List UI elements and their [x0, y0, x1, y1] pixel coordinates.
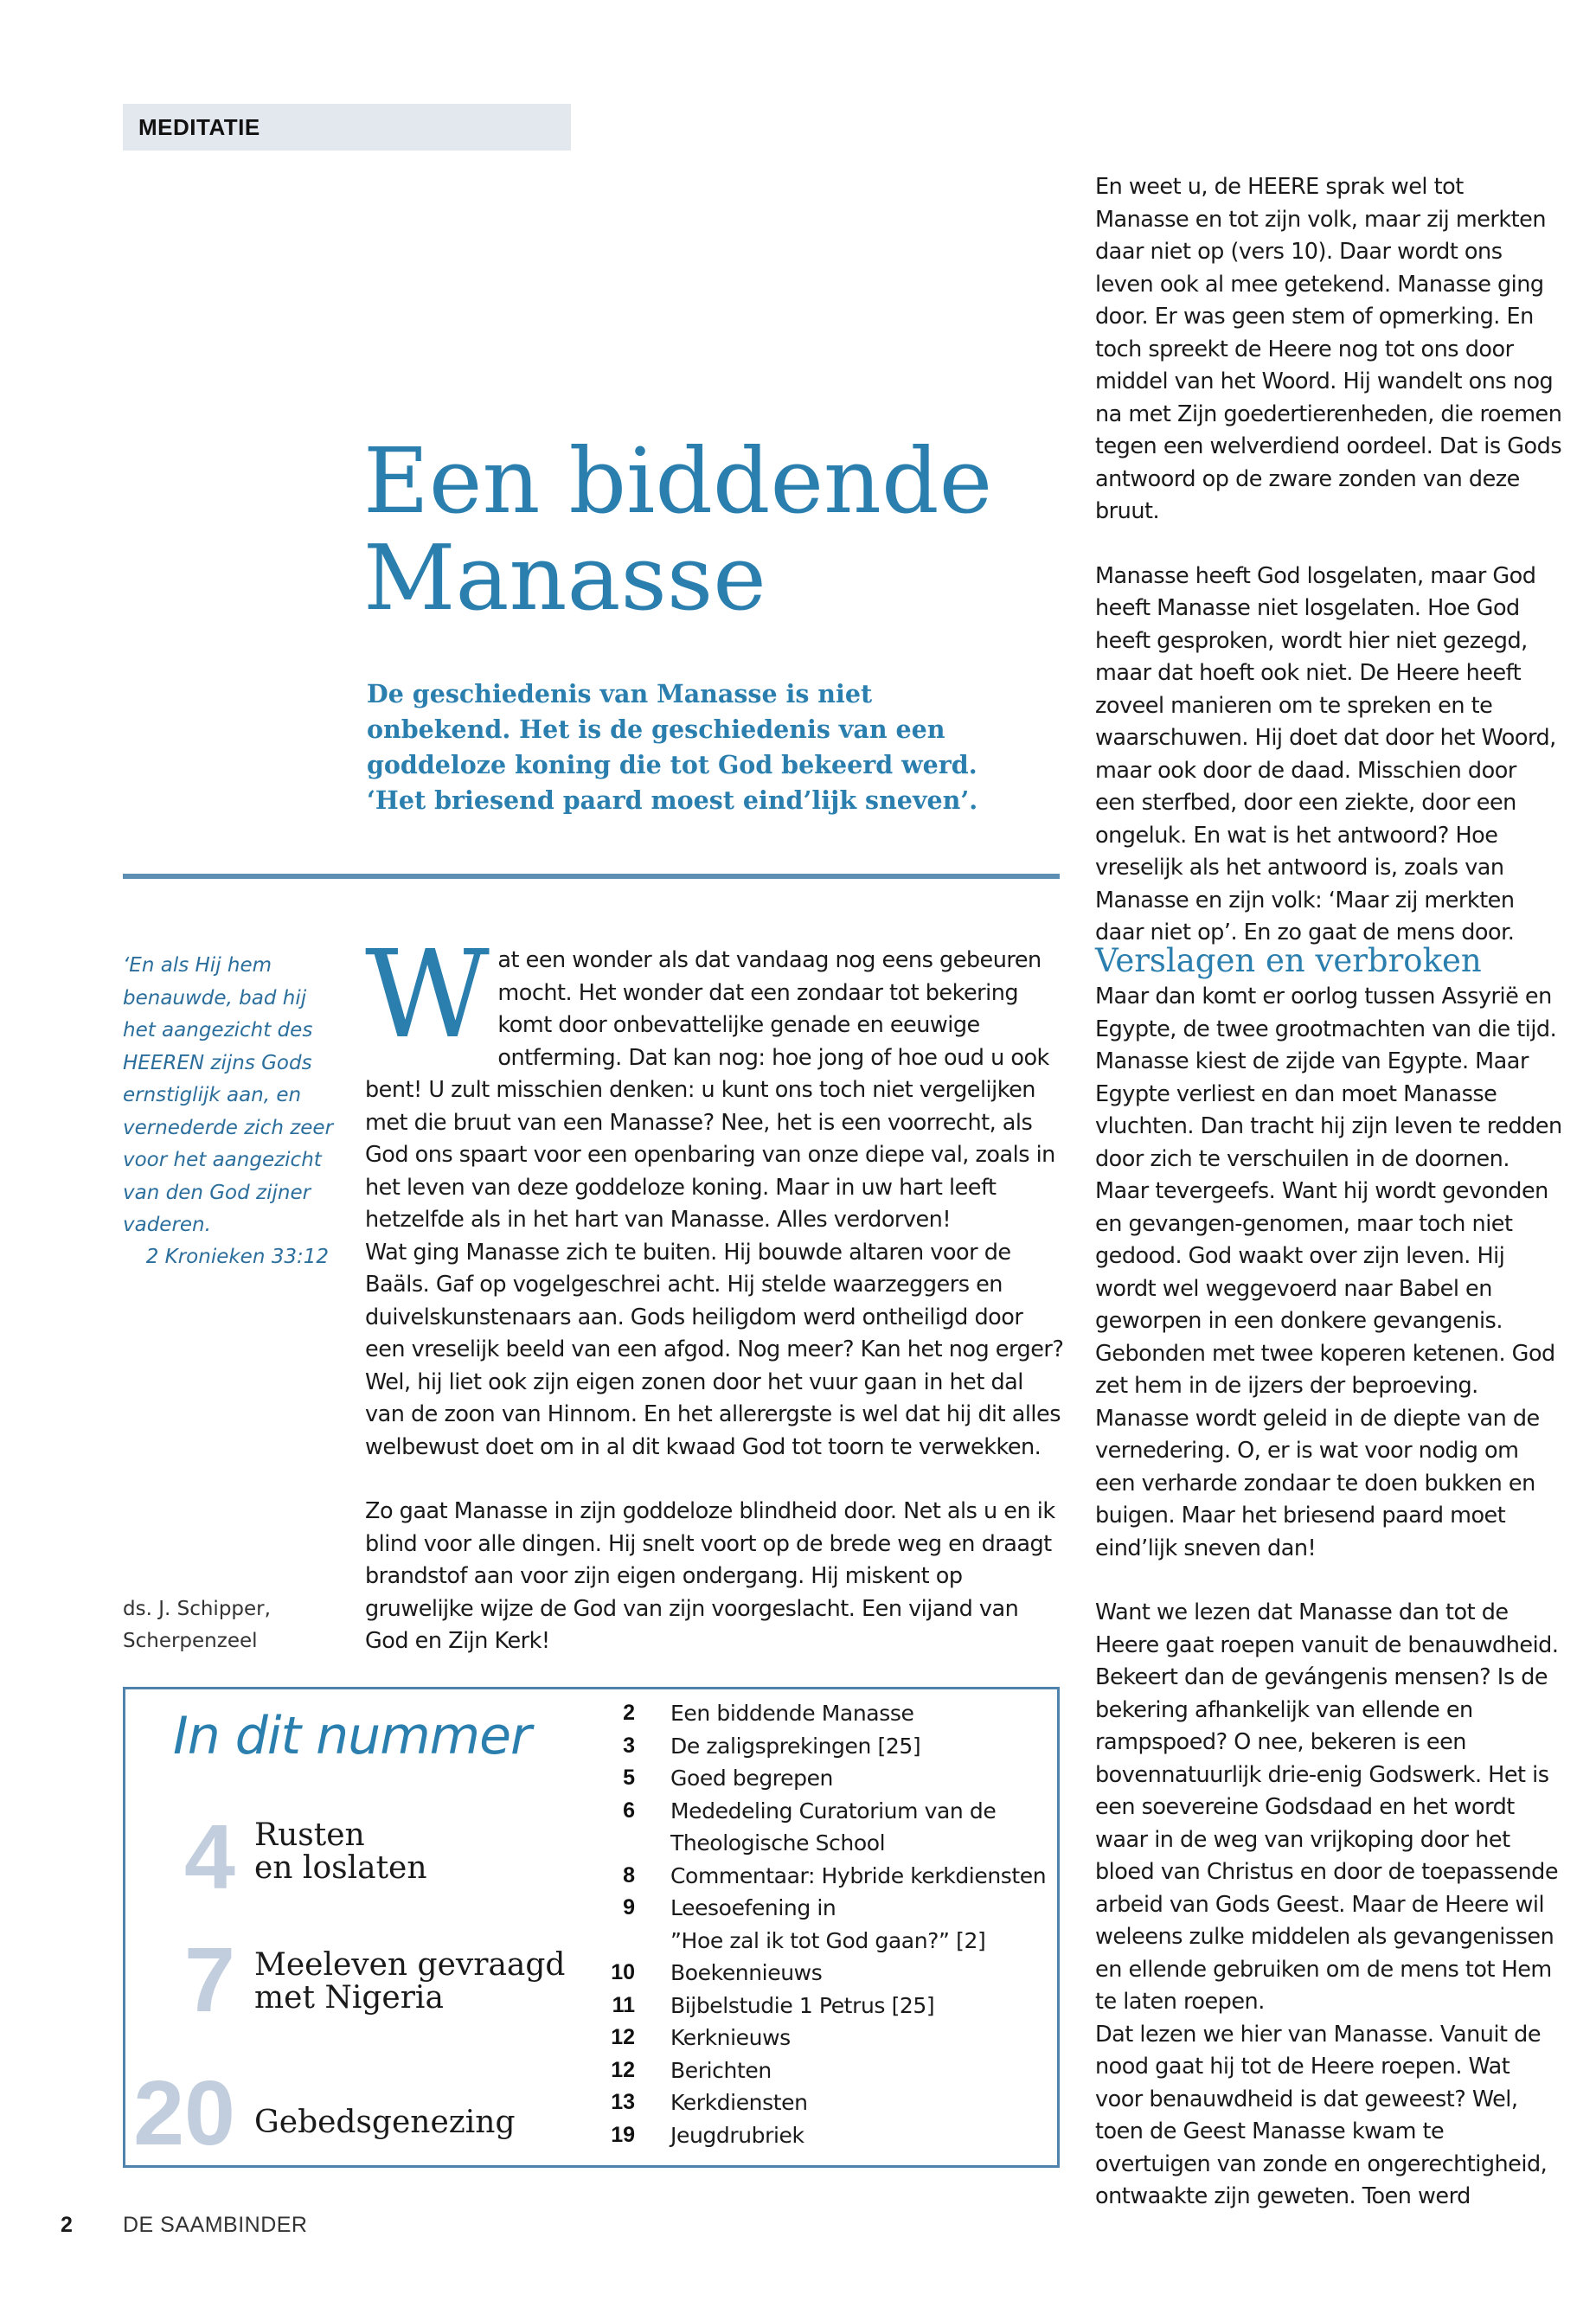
author — [123, 1593, 339, 1657]
feature-title-line-2: en loslaten — [254, 1850, 427, 1886]
toc-title: Goed begrepen — [670, 1766, 833, 1791]
right-column-top — [1095, 171, 1562, 950]
right-column-bottom — [1095, 981, 1562, 2214]
toc-page: 13 — [611, 2090, 635, 2114]
toc-item[interactable] — [588, 1990, 1055, 2022]
toc-item[interactable] — [588, 1860, 1055, 1893]
toc-item[interactable] — [588, 2119, 1055, 2152]
main-column — [365, 925, 1066, 1658]
toc-page: 12 — [611, 2057, 635, 2082]
toc-title: Jeugdrubriek — [670, 2122, 804, 2148]
title-line-2: Manasse — [363, 525, 766, 631]
toc-title: Leesoefening in — [670, 1895, 836, 1920]
author-name: ds. J. Schipper, — [123, 1598, 271, 1620]
right-paragraph-5: Dat lezen we hier van Manasse. Vanuit de nood gaat hij tot de Heere roepen. Wat voor benauwdheid is dat geweest? Wel, toen de Geest Manasse kwam te overtuigen van zonde en ongerechtigheid, ontwaakte zijn geweten. Toen werd — [1095, 2021, 1548, 2209]
toc-title: Berichten — [670, 2057, 772, 2083]
toc-page: 19 — [611, 2122, 635, 2147]
toc-title: Bijbelstudie 1 Petrus [25] — [670, 1992, 935, 2018]
toc-item[interactable] — [588, 2086, 1055, 2119]
feature-title[interactable] — [254, 2106, 515, 2139]
feature-title[interactable] — [254, 1949, 565, 2015]
toc-item[interactable] — [588, 2054, 1055, 2087]
paragraph-1-text: at een wonder als dat vandaag nog eens gebeuren mocht. Het wonder dat een zondaar tot bekering komt door onbevattelijke genade en eeuwige ontferming. Dat kan nog: hoe jong of hoe oud u ook bent! U zult misschien denken: u kunt ons toch niet vergelijken met die bruut van een Manasse? Nee, het is een voorrecht, als God ons spaart voor een openbaring van onze diepe val, zoals in het leven van deze goddeloze koning. Maar in uw hart leeft hetzelfde als in het hart van Manasse. Alles verdorven! — [365, 947, 1055, 1233]
toc-item[interactable] — [588, 1762, 1055, 1795]
feature-page-number: 4 — [184, 1806, 235, 1908]
paragraph-3: Zo gaat Manasse in zijn goddeloze blindheid door. Net als u en ik blind voor alle dingen. Hij snelt voort op de brede weg en draagt brandstof aan voor zijn eigen ondergang. Hij miskent op gruwelijke wijze de God van zijn voorgeslacht. Een vijand van God en Zijn Kerk! — [365, 1498, 1055, 1654]
bible-quote: ‘En als Hij hem benauwde, bad hij het aangezicht des HEEREN zijns Gods ernstiglijk aan, en vernederde zich zeer voor het aangezicht van den God zijner vaderen. — [123, 954, 334, 1236]
section-label: MEDITATIE — [123, 104, 571, 151]
toc-item[interactable] — [588, 1795, 1055, 1828]
right-paragraph-3: Maar dan komt er oorlog tussen Assyrië en Egypte, de twee grootmachten van die tijd. Manasse kiest de zijde van Egypte. Maar Egypte verliest en dan moet Manasse vluchten. Dan tracht hij zijn leven te redden door zich te verschuilen in de doornen. Maar tevergeefs. Want hij wordt gevonden en gevangen-genomen, maar toch niet gedood. God waakt over zijn leven. Hij wordt wel weggevoerd naar Babel en geworpen in een donkere gevangenis. Gebonden met twee koperen ketenen. God zet hem in de ijzers der beproeving. Manasse wordt geleid in de diepte van de vernedering. O, er is wat voor nodig om een verharde zondaar te doen bukken en buigen. Maar het briesend paard moet eind’lijk sneven dan! — [1095, 984, 1562, 1561]
toc-item[interactable] — [588, 1892, 1055, 1925]
toc-page: 2 — [623, 1701, 635, 1725]
toc-item[interactable] — [588, 1957, 1055, 1990]
title-line-1: Een biddende — [363, 428, 993, 534]
toc-title: De zaligsprekingen [25] — [670, 1733, 921, 1759]
drop-cap: W — [365, 925, 490, 1066]
quote-reference: 2 Kronieken 33:12 — [145, 1246, 329, 1268]
author-place: Scherpenzeel — [123, 1630, 258, 1652]
toc-item[interactable] — [588, 1925, 1055, 1958]
toc-title: ”Hoe zal ik tot God gaan?” [2] — [670, 1927, 986, 1953]
feature-title[interactable] — [254, 1819, 427, 1885]
paragraph-2: Wat ging Manasse zich te buiten. Hij bouwde altaren voor de Baäls. Gaf op vogelgeschrei acht. Hij stelde waarzeggers en duivelskunstenaars aan. Gods heiligdom werd ontheiligd door een vreselijk beeld van een afgod. Nog meer? Kan het nog erger? Wel, hij liet ook zijn eigen zonen door het vuur gaan in het dal van de zoon van Hinnom. En het allerergste is wel dat hij dit alles welbewust doet om in al dit kwaad God tot toorn te verwekken. — [365, 1239, 1064, 1460]
toc-page: 3 — [623, 1733, 635, 1758]
toc-page: 8 — [623, 1862, 635, 1888]
toc-title: Een biddende Manasse — [670, 1701, 914, 1726]
feature-page-number: 7 — [184, 1929, 235, 2031]
toc-item[interactable] — [588, 1827, 1055, 1860]
feature-title-line-1: Meeleven gevraagd — [254, 1947, 566, 1983]
article-title — [363, 428, 1021, 631]
toc-page: 12 — [611, 2025, 635, 2049]
contents-heading: In dit nummer — [173, 1706, 531, 1766]
right-paragraph-2: Manasse heeft God losgelaten, maar God heeft Manasse niet losgelaten. Hoe God heeft gesproken, wordt hier niet gezegd, maar dat hoeft ook niet. De Heere heeft zoveel manieren om te spreken en te waarschuwen. Hij doet dat door het Woord, maar ook door de daad. Misschien door een sterfbed, door een ziekte, door een ongeluk. En wat is het antwoord? Hoe vreselijk als het antwoord is, zoals van Manasse en zijn volk: ‘Maar zij merkten daar niet op’. En zo gaat de mens door. — [1095, 562, 1556, 945]
toc-title: Kerkdiensten — [670, 2090, 808, 2115]
toc-page: 9 — [623, 1895, 635, 1920]
toc-title: Mededeling Curatorium van de — [670, 1798, 997, 1823]
toc-item[interactable] — [588, 1730, 1055, 1763]
toc-page: 11 — [612, 1992, 635, 2017]
right-paragraph-4: Want we lezen dat Manasse dan tot de Heere gaat roepen vanuit de benauwdheid. Bekeert dan de gevángenis mensen? Is de bekering afhankelijk van ellende en rampspoed? O nee, bekeren is een bovennatuurlijk drie-enig Godswerk. Het is een soevereine Godsdaad en het wordt waar in de weg van vrijkoping door het bloed van Christus en door de toepassende arbeid van Gods Geest. Maar de Heere wil weleens zulke middelen als gevangenissen en ellende gebruiken om de mens tot Hem te laten roepen. — [1095, 1599, 1559, 2015]
feature-title-line-2: met Nigeria — [254, 1980, 444, 2016]
subheading: Verslagen en verbroken — [1095, 942, 1482, 979]
publication-name: DE SAAMBINDER — [123, 2213, 308, 2237]
toc-title: Boekennieuws — [670, 1960, 823, 1985]
article-lead: De geschiedenis van Manasse is niet onbekend. Het is de geschiedenis van een goddeloze koning die tot God bekeerd werd. ‘Het briesend paard moest eind’lijk sneven’. — [367, 679, 978, 815]
page-number: 2 — [61, 2213, 73, 2237]
feature-title-line-1: Rusten — [254, 1817, 365, 1853]
toc-page: 6 — [623, 1798, 635, 1823]
right-paragraph-1: En weet u, de HEERE sprak wel tot Manasse en tot zijn volk, maar zij merkten daar niet op (vers 10). Daar wordt ons leven ook al mee getekend. Manasse ging door. Er was geen stem of opmerking. En toch spreekt de Heere nog tot ons door middel van het Woord. Hij wandelt ons nog na met Zijn goedertierenheden, die roemen tegen een welverdiend oordeel. Dat is Gods antwoord op de zware zonden van deze bruut. — [1095, 174, 1562, 524]
toc-page: 5 — [623, 1766, 635, 1790]
feature-page-number: 20 — [133, 2062, 235, 2164]
toc-item[interactable] — [588, 2022, 1055, 2054]
paragraph-1 — [365, 925, 1066, 1237]
divider-rule — [123, 874, 1060, 879]
feature-title-line-1: Gebedsgenezing — [254, 2105, 516, 2140]
toc-title: Kerknieuws — [670, 2025, 791, 2050]
toc-title: Commentaar: Hybride kerkdiensten — [670, 1862, 1047, 1888]
toc-item[interactable] — [588, 1697, 1055, 1730]
toc-page: 10 — [611, 1960, 635, 1984]
toc-title: Theologische School — [670, 1830, 886, 1856]
